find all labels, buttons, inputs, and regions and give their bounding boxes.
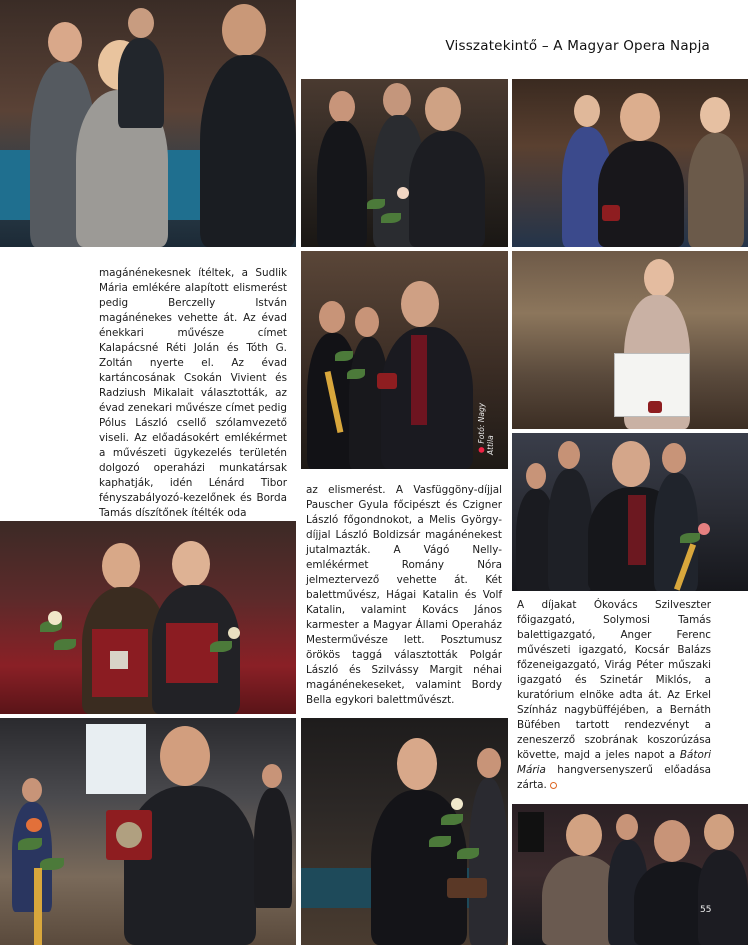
photo-two-women-with-folders bbox=[0, 521, 296, 714]
photo-men-shaking-hands bbox=[512, 804, 748, 945]
photo-bald-man-with-flowers bbox=[512, 433, 748, 591]
photo-credit: ● Fotó: Nagy Attila bbox=[477, 402, 495, 455]
page-number: 55 bbox=[700, 905, 712, 915]
paragraph-middle: az elismerést. A Vasfüggöny-díjjal Pauscher Gyula főcipészt és Czigner László főgondnokot, a Melis György-díjjal László Boldizsár magánénekest jutalmazták. A Vágó Nelly-emlékérmet Romány Nóra jelmeztervező vehette át. Két balettművész, Hágai Katalin és Volf Katalin, valamint Kovács János karmester a Magyar Állami Operaház Mesterművésze lett. Posztumusz örökös taggá választották Polgár László és Szilvássy Margit néhai magánénekeseket, valamint Bordy Bella egykori balettművészt. bbox=[306, 484, 502, 706]
text-column-left bbox=[99, 266, 287, 521]
paragraph-left: magánénekesnek ítéltek, a Sudlik Mária emlékére alapított elismerést pedig Berczelly István magánénekes vehette át. Az évad énekkari művésze címet Kalapácsné Réti Jolán és Tóth G. Zoltán nyerte el. Az évad kartáncosának Csokán Vivient és Radziush Mikalait választották, az évad zenekari művésze címet pedig Pólus László csellő szólamvezető viseli. Az előadásokért emlékérmet a művészeti ügykezelés területén dolgozó operaházi munkatársak kaphatják, idén Lénárd Tibor fényszabályozó-kezelőnek és Borda Tamás díszítőnek ítélték oda bbox=[99, 267, 287, 519]
page-header-title: Visszatekintő – A Magyar Opera Napja bbox=[445, 38, 710, 54]
photo-woman-with-certificate bbox=[512, 251, 748, 429]
photo-award-handover-woman bbox=[0, 0, 296, 247]
paragraph-right: A díjakat Ókovács Szilveszter főigazgató, Solymosi Tamás balettigazgató, Anger Ferenc művészeti igazgató, Kocsár Balázs főzeneigazgató, Virág Péter műszaki igazgató és Szinetár Miklós, a kuratórium elnöke adta át. Az Erkel Színház nagybüfféjében, a Bernáth Büfében tartott rendezvényt a zeneszerző szobrának koszorúzása követte, majd a jeles napot a Bátori Mária hangversenyszerű előadása zárta. bbox=[517, 599, 712, 791]
photo-man-with-medal-case bbox=[0, 718, 296, 945]
photo-woman-with-bouquet bbox=[301, 718, 508, 945]
photo-woman-with-medal-box bbox=[512, 79, 748, 247]
end-mark-icon bbox=[550, 782, 557, 789]
text-column-middle bbox=[306, 483, 502, 708]
italic-title: Bátori Mária bbox=[517, 749, 712, 776]
text-column-right bbox=[517, 598, 711, 793]
photo-man-with-flowers bbox=[301, 79, 508, 247]
